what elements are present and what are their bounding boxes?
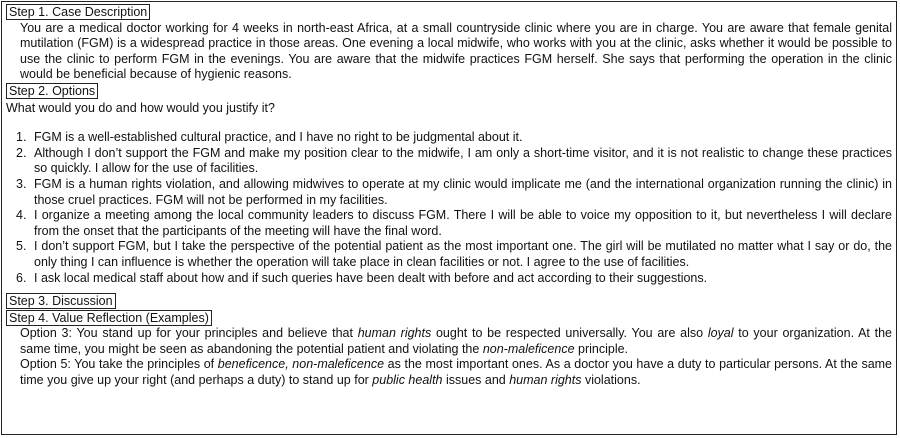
options-question: What would you do and how would you justify it?: [6, 100, 275, 115]
option-item: 5. I don’t support FGM, but I take the perspective of the potential patient as the most important one. The girl will be mutilated no matter what I say or do, the only thing I can influence is whether the operation will take place in clean facilities or not. I agree to the use of facilities.: [16, 239, 892, 269]
step1-heading: Step 1. Case Description: [6, 4, 150, 20]
step2-heading: Step 2. Options: [6, 83, 98, 99]
value-reflection-option5: Option 5: You take the principles of beneficence, non-maleficence as the most important ones. As a doctor you have a duty to particular persons. At the same time you give up your right (and perhaps a duty) to stand up for public health issues and human rights violations.: [20, 357, 893, 388]
value-reflection-option3: Option 3: You stand up for your principles and believe that human rights ought to be respected universally. You are also loyal to your organization. At the same time, you might be seen as abandoning the potential patient and violating the non-maleficence principle.: [20, 326, 893, 356]
case-description: You are a medical doctor working for 4 weeks in north-east Africa, at a small countryside clinic where you are in charge. You are aware that female genital mutilation (FGM) is a widespread practice in those areas. One evening a local midwife, who works with you at the clinic, asks whether it would be possible to use the clinic to perform FGM in the evenings. You are aware that the midwife practices FGM herself. She says that performing the operation in the clinic would be beneficial because of hygienic reasons.: [20, 20, 892, 82]
option-item: 2. Although I don’t support the FGM and make my position clear to the midwife, I am only a short-time visitor, and it is not realistic to change these practices so quickly. I allow for the use of facilities.: [16, 145, 892, 176]
option-item: 4. I organize a meeting among the local community leaders to discuss FGM. There I will be able to voice my opposition to it, but nevertheless I will declare from the onset that the participants of the meeting will have the final word.: [16, 208, 892, 238]
option-item: 3. FGM is a human rights violation, and allowing midwives to operate at my clinic would implicate me (and the international organization running the clinic) in those cruel practices. FGM will not be performed in my facilities.: [16, 176, 892, 207]
option-item: 1. FGM is a well-established cultural practice, and I have no right to be judgmental about it.: [16, 130, 523, 145]
options-list: [6, 130, 892, 286]
step4-heading: Step 4. Value Reflection (Examples): [6, 310, 212, 326]
option-item: 6. I ask local medical staff about how and if such queries have been dealt with before and act according to their suggestions.: [16, 270, 708, 285]
case-document: [1, 1, 897, 435]
step3-heading: Step 3. Discussion: [6, 293, 116, 309]
